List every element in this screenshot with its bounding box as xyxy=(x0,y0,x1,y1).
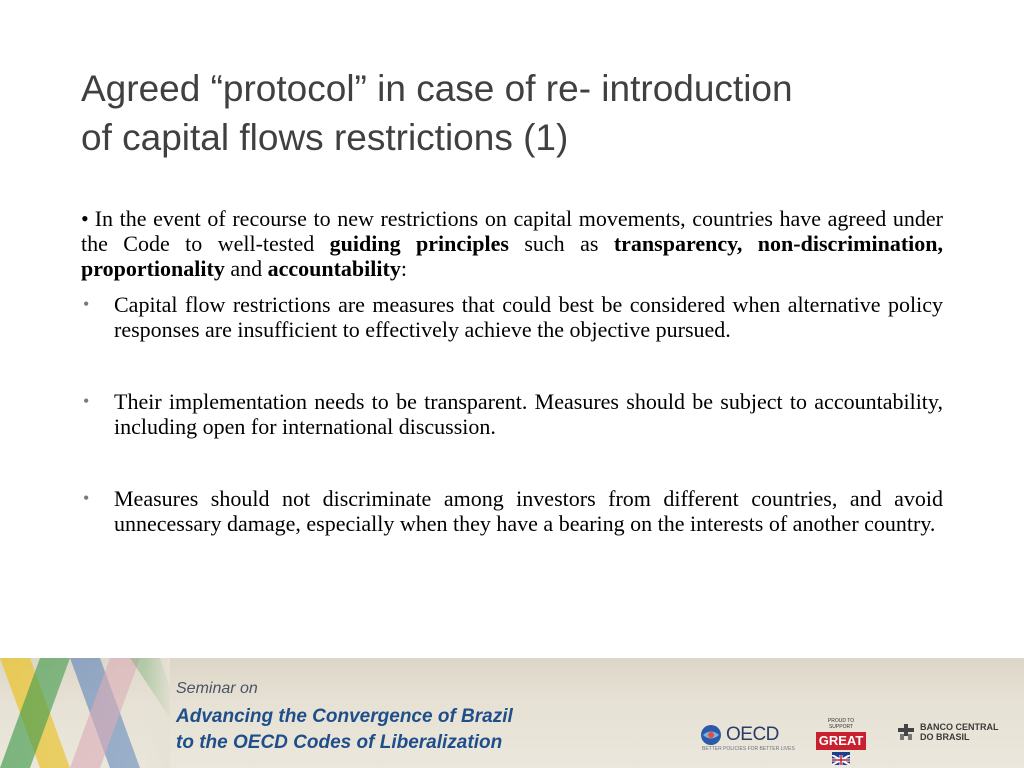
banco-line-2: DO BRASIL xyxy=(920,732,970,742)
lead-text-3: , xyxy=(736,231,758,256)
great-logo xyxy=(816,718,866,762)
globe-icon xyxy=(700,724,722,746)
bullet-text: Capital flow restrictions are measures that could best be considered when alternative policy responses are insufficient to effectively achieve the objective pursued. xyxy=(114,292,943,342)
great-wordmark: GREAT xyxy=(816,732,866,750)
lead-bold-non-discrimination: non-discrimination, proportionality xyxy=(81,231,943,281)
list-item xyxy=(81,389,943,439)
seminar-title-line-2: to the OECD Codes of Liberalization xyxy=(176,732,503,753)
bullet-marker: • xyxy=(83,488,90,508)
banco-central-wordmark xyxy=(920,722,999,742)
lead-bullet: • xyxy=(81,206,89,231)
lead-paragraph xyxy=(81,206,943,281)
lead-text-1: In the event of recourse to new restrictions on capital movements, countries have agreed under the Code to well-tested xyxy=(81,206,943,256)
seminar-title xyxy=(176,704,513,756)
bullet-marker: • xyxy=(83,294,90,314)
bullet-text: Their implementation needs to be transparent. Measures should be subject to accountability, including open for international discussion. xyxy=(114,389,943,439)
banco-central-logo xyxy=(896,722,999,742)
list-item xyxy=(81,292,943,342)
seminar-label: Seminar on xyxy=(176,680,258,697)
weave-pattern-graphic xyxy=(0,658,170,768)
oecd-tagline: BETTER POLICIES FOR BETTER LIVES xyxy=(702,746,795,752)
slide-title xyxy=(81,64,961,162)
banco-line-1: BANCO CENTRAL xyxy=(920,722,999,732)
lead-bold-accountability: accountability xyxy=(267,256,401,281)
banco-central-emblem-icon xyxy=(896,722,916,742)
union-flag-icon xyxy=(832,752,850,762)
footer-banner xyxy=(0,658,1024,768)
lead-text-2: such as xyxy=(508,231,614,256)
oecd-logo xyxy=(700,724,795,752)
lead-bold-transparency: transparency xyxy=(613,231,737,256)
bullet-list xyxy=(81,292,943,536)
great-top-text: PROUD TO SUPPORT xyxy=(827,718,855,730)
lead-bold-guiding-principles: guiding principles xyxy=(329,231,509,256)
seminar-title-line-1: Advancing the Convergence of Brazil xyxy=(176,706,513,727)
slide-body xyxy=(81,206,943,536)
title-line-1: Agreed “protocol” in case of re- introduction xyxy=(81,68,793,109)
title-line-2: of capital flows restrictions (1) xyxy=(81,117,569,158)
oecd-wordmark: OECD xyxy=(726,724,779,745)
list-item xyxy=(81,486,943,536)
lead-text-4: and xyxy=(224,256,268,281)
bullet-text: Measures should not discriminate among investors from different countries, and avoid unnecessary damage, especially when they have a bearing on the interests of another country. xyxy=(114,486,943,536)
lead-text-5: : xyxy=(400,256,407,281)
bullet-marker: • xyxy=(83,391,90,411)
